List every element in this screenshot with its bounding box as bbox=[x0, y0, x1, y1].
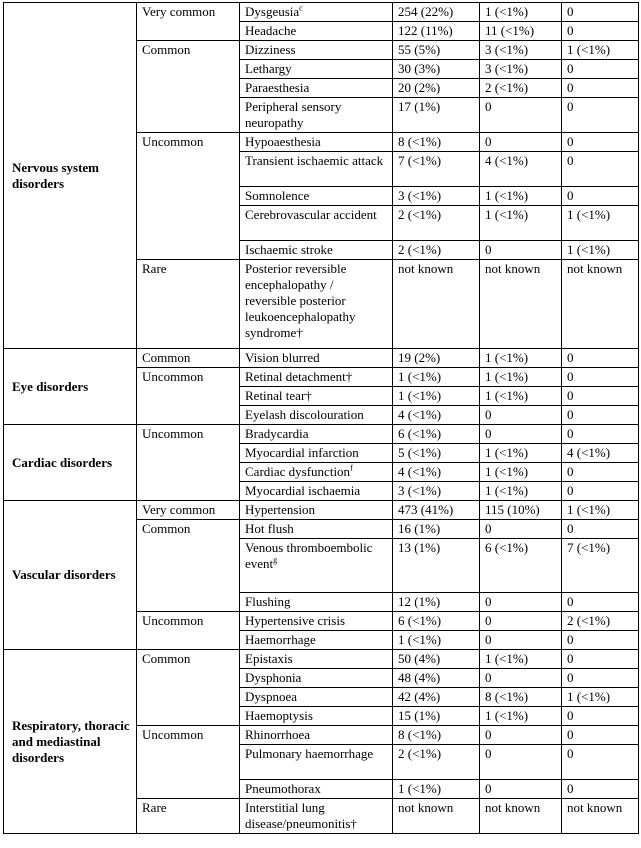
grade-4-cell: 0 bbox=[562, 593, 639, 612]
table-row bbox=[4, 501, 639, 520]
grade-3-cell: 6 (<1%) bbox=[480, 539, 562, 593]
all-grades-cell: 30 (3%) bbox=[393, 60, 480, 79]
all-grades-cell: 8 (<1%) bbox=[393, 133, 480, 152]
term-text: Hot flush bbox=[245, 521, 294, 536]
system-organ-class: Eye disorders bbox=[4, 349, 137, 425]
adverse-reaction-term bbox=[240, 745, 393, 780]
grade-4-cell: 0 bbox=[562, 726, 639, 745]
grade-4-cell: 0 bbox=[562, 79, 639, 98]
footnote-marker: g bbox=[273, 555, 278, 565]
grade-3-cell: 0 bbox=[480, 593, 562, 612]
grade-3-cell: 1 (<1%) bbox=[480, 349, 562, 368]
adverse-reaction-term bbox=[240, 387, 393, 406]
adverse-reaction-term bbox=[240, 539, 393, 593]
grade-4-cell: 0 bbox=[562, 780, 639, 799]
grade-4-cell: 0 bbox=[562, 707, 639, 726]
grade-4-cell: 1 (<1%) bbox=[562, 41, 639, 60]
all-grades-cell: 2 (<1%) bbox=[393, 206, 480, 241]
all-grades-cell: 13 (1%) bbox=[393, 539, 480, 593]
system-organ-class: Vascular disorders bbox=[4, 501, 137, 650]
term-text: Haemorrhage bbox=[245, 632, 316, 647]
term-text: Interstitial lung disease/pneumonitis† bbox=[245, 800, 357, 831]
grade-4-cell: 0 bbox=[562, 368, 639, 387]
adverse-reaction-term bbox=[240, 799, 393, 834]
grade-4-cell: 0 bbox=[562, 387, 639, 406]
adverse-reaction-term bbox=[240, 593, 393, 612]
grade-3-cell: 1 (<1%) bbox=[480, 368, 562, 387]
frequency-cell: Common bbox=[137, 650, 240, 726]
all-grades-cell: 473 (41%) bbox=[393, 501, 480, 520]
all-grades-cell: 4 (<1%) bbox=[393, 463, 480, 482]
grade-3-cell: 4 (<1%) bbox=[480, 152, 562, 187]
frequency-cell: Common bbox=[137, 520, 240, 612]
grade-3-cell: 1 (<1%) bbox=[480, 482, 562, 501]
frequency-cell: Very common bbox=[137, 501, 240, 520]
grade-3-cell: 0 bbox=[480, 241, 562, 260]
all-grades-cell: 3 (<1%) bbox=[393, 482, 480, 501]
frequency-cell: Uncommon bbox=[137, 726, 240, 799]
term-text: Venous thromboembolic event bbox=[245, 540, 373, 571]
term-text: Dysgeusia bbox=[245, 4, 300, 19]
term-text: Vision blurred bbox=[245, 350, 320, 365]
term-text: Headache bbox=[245, 23, 297, 38]
grade-3-cell: 2 (<1%) bbox=[480, 79, 562, 98]
grade-3-cell: 0 bbox=[480, 520, 562, 539]
grade-4-cell: 7 (<1%) bbox=[562, 539, 639, 593]
all-grades-cell: 2 (<1%) bbox=[393, 745, 480, 780]
grade-4-cell: 1 (<1%) bbox=[562, 501, 639, 520]
grade-3-cell: 3 (<1%) bbox=[480, 41, 562, 60]
adverse-reaction-term bbox=[240, 206, 393, 241]
all-grades-cell: 6 (<1%) bbox=[393, 425, 480, 444]
grade-4-cell: 0 bbox=[562, 3, 639, 22]
frequency-cell: Rare bbox=[137, 260, 240, 349]
grade-4-cell: 0 bbox=[562, 22, 639, 41]
adverse-reaction-term bbox=[240, 726, 393, 745]
term-text: Dyspnoea bbox=[245, 689, 297, 704]
adverse-reaction-term bbox=[240, 79, 393, 98]
term-text: Pulmonary haemorrhage bbox=[245, 746, 374, 761]
adverse-reaction-term bbox=[240, 152, 393, 187]
grade-4-cell: 2 (<1%) bbox=[562, 612, 639, 631]
all-grades-cell: 3 (<1%) bbox=[393, 187, 480, 206]
all-grades-cell: 5 (<1%) bbox=[393, 444, 480, 463]
adverse-reaction-term bbox=[240, 41, 393, 60]
adverse-reaction-term bbox=[240, 501, 393, 520]
adverse-reaction-term bbox=[240, 482, 393, 501]
all-grades-cell: 8 (<1%) bbox=[393, 726, 480, 745]
all-grades-cell: not known bbox=[393, 799, 480, 834]
all-grades-cell: not known bbox=[393, 260, 480, 349]
grade-3-cell: 0 bbox=[480, 669, 562, 688]
grade-4-cell: 4 (<1%) bbox=[562, 444, 639, 463]
all-grades-cell: 50 (4%) bbox=[393, 650, 480, 669]
term-text: Transient ischaemic attack bbox=[245, 153, 384, 168]
grade-4-cell: 0 bbox=[562, 631, 639, 650]
grade-4-cell: 0 bbox=[562, 482, 639, 501]
grade-3-cell: 1 (<1%) bbox=[480, 206, 562, 241]
grade-4-cell: 0 bbox=[562, 406, 639, 425]
term-text: Hypertension bbox=[245, 502, 316, 517]
grade-3-cell: not known bbox=[480, 799, 562, 834]
grade-3-cell: 1 (<1%) bbox=[480, 3, 562, 22]
adverse-reaction-term bbox=[240, 425, 393, 444]
term-text: Dizziness bbox=[245, 42, 296, 57]
all-grades-cell: 42 (4%) bbox=[393, 688, 480, 707]
adverse-reaction-term bbox=[240, 669, 393, 688]
term-text: Retinal tear† bbox=[245, 388, 312, 403]
grade-3-cell: 1 (<1%) bbox=[480, 387, 562, 406]
term-text: Lethargy bbox=[245, 61, 292, 76]
all-grades-cell: 7 (<1%) bbox=[393, 152, 480, 187]
frequency-cell: Common bbox=[137, 41, 240, 133]
adverse-reaction-term bbox=[240, 707, 393, 726]
grade-4-cell: 0 bbox=[562, 425, 639, 444]
adverse-reaction-term bbox=[240, 612, 393, 631]
frequency-cell: Rare bbox=[137, 799, 240, 834]
table-row bbox=[4, 425, 639, 444]
grade-4-cell: 0 bbox=[562, 152, 639, 187]
term-text: Posterior reversible encephalopathy / reversible posterior leukoencephalopathy syndrome† bbox=[245, 261, 356, 340]
grade-4-cell: 0 bbox=[562, 650, 639, 669]
table-row bbox=[4, 3, 639, 22]
all-grades-cell: 1 (<1%) bbox=[393, 387, 480, 406]
all-grades-cell: 12 (1%) bbox=[393, 593, 480, 612]
frequency-cell: Uncommon bbox=[137, 425, 240, 501]
all-grades-cell: 15 (1%) bbox=[393, 707, 480, 726]
all-grades-cell: 20 (2%) bbox=[393, 79, 480, 98]
adverse-reaction-term bbox=[240, 241, 393, 260]
term-text: Epistaxis bbox=[245, 651, 293, 666]
adverse-reaction-term bbox=[240, 631, 393, 650]
grade-4-cell: 0 bbox=[562, 98, 639, 133]
adverse-reaction-term bbox=[240, 650, 393, 669]
all-grades-cell: 4 (<1%) bbox=[393, 406, 480, 425]
grade-4-cell: 0 bbox=[562, 133, 639, 152]
grade-4-cell: not known bbox=[562, 799, 639, 834]
adverse-reaction-term bbox=[240, 520, 393, 539]
adverse-reaction-term bbox=[240, 22, 393, 41]
term-text: Eyelash discolouration bbox=[245, 407, 364, 422]
grade-3-cell: 1 (<1%) bbox=[480, 463, 562, 482]
adverse-reaction-term bbox=[240, 98, 393, 133]
adverse-reaction-term bbox=[240, 260, 393, 349]
grade-4-cell: 0 bbox=[562, 60, 639, 79]
adverse-reaction-term bbox=[240, 349, 393, 368]
all-grades-cell: 122 (11%) bbox=[393, 22, 480, 41]
term-text: Paraesthesia bbox=[245, 80, 310, 95]
all-grades-cell: 19 (2%) bbox=[393, 349, 480, 368]
grade-3-cell: 3 (<1%) bbox=[480, 60, 562, 79]
all-grades-cell: 2 (<1%) bbox=[393, 241, 480, 260]
grade-4-cell: 0 bbox=[562, 187, 639, 206]
term-text: Haemoptysis bbox=[245, 708, 313, 723]
grade-3-cell: 1 (<1%) bbox=[480, 707, 562, 726]
adverse-reaction-term bbox=[240, 780, 393, 799]
all-grades-cell: 48 (4%) bbox=[393, 669, 480, 688]
grade-3-cell: 1 (<1%) bbox=[480, 187, 562, 206]
frequency-cell: Uncommon bbox=[137, 133, 240, 260]
adverse-reaction-term bbox=[240, 368, 393, 387]
term-text: Bradycardia bbox=[245, 426, 309, 441]
term-text: Hypoaesthesia bbox=[245, 134, 321, 149]
grade-3-cell: 0 bbox=[480, 133, 562, 152]
grade-3-cell: 0 bbox=[480, 631, 562, 650]
adverse-reaction-term bbox=[240, 3, 393, 22]
grade-3-cell: 0 bbox=[480, 425, 562, 444]
grade-3-cell: 0 bbox=[480, 726, 562, 745]
term-text: Ischaemic stroke bbox=[245, 242, 333, 257]
grade-4-cell: 0 bbox=[562, 349, 639, 368]
adverse-reaction-term bbox=[240, 60, 393, 79]
all-grades-cell: 6 (<1%) bbox=[393, 612, 480, 631]
term-text: Hypertensive crisis bbox=[245, 613, 346, 628]
term-text: Myocardial infarction bbox=[245, 445, 359, 460]
all-grades-cell: 1 (<1%) bbox=[393, 368, 480, 387]
system-organ-class: Cardiac disorders bbox=[4, 425, 137, 501]
all-grades-cell: 17 (1%) bbox=[393, 98, 480, 133]
all-grades-cell: 254 (22%) bbox=[393, 3, 480, 22]
term-text: Myocardial ischaemia bbox=[245, 483, 361, 498]
adverse-reactions-table bbox=[3, 2, 639, 834]
grade-3-cell: 0 bbox=[480, 780, 562, 799]
grade-3-cell: 0 bbox=[480, 406, 562, 425]
table-row bbox=[4, 349, 639, 368]
grade-3-cell: 115 (10%) bbox=[480, 501, 562, 520]
grade-3-cell: 0 bbox=[480, 745, 562, 780]
grade-4-cell: 0 bbox=[562, 669, 639, 688]
all-grades-cell: 1 (<1%) bbox=[393, 631, 480, 650]
grade-3-cell: 1 (<1%) bbox=[480, 650, 562, 669]
grade-4-cell: 1 (<1%) bbox=[562, 688, 639, 707]
grade-4-cell: 1 (<1%) bbox=[562, 206, 639, 241]
frequency-cell: Uncommon bbox=[137, 612, 240, 650]
term-text: Somnolence bbox=[245, 188, 310, 203]
adverse-reaction-term bbox=[240, 133, 393, 152]
term-text: Cerebrovascular accident bbox=[245, 207, 377, 222]
system-organ-class: Respiratory, thoracic and mediastinal disorders bbox=[4, 650, 137, 834]
grade-3-cell: 8 (<1%) bbox=[480, 688, 562, 707]
table-body bbox=[4, 3, 639, 834]
adverse-reaction-term bbox=[240, 463, 393, 482]
grade-3-cell: 1 (<1%) bbox=[480, 444, 562, 463]
frequency-cell: Very common bbox=[137, 3, 240, 41]
adverse-reaction-term bbox=[240, 688, 393, 707]
term-text: Peripheral sensory neuropathy bbox=[245, 99, 342, 130]
adverse-reaction-term bbox=[240, 444, 393, 463]
all-grades-cell: 55 (5%) bbox=[393, 41, 480, 60]
footnote-marker: c bbox=[299, 3, 303, 13]
grade-3-cell: not known bbox=[480, 260, 562, 349]
grade-3-cell: 11 (<1%) bbox=[480, 22, 562, 41]
grade-4-cell: 0 bbox=[562, 745, 639, 780]
all-grades-cell: 16 (1%) bbox=[393, 520, 480, 539]
all-grades-cell: 1 (<1%) bbox=[393, 780, 480, 799]
table-row bbox=[4, 650, 639, 669]
term-text: Pneumothorax bbox=[245, 781, 321, 796]
term-text: Cardiac dysfunction bbox=[245, 464, 351, 479]
frequency-cell: Uncommon bbox=[137, 368, 240, 425]
adverse-reaction-term bbox=[240, 406, 393, 425]
grade-4-cell: 0 bbox=[562, 520, 639, 539]
grade-4-cell: 0 bbox=[562, 463, 639, 482]
footnote-marker: f bbox=[350, 463, 353, 473]
grade-4-cell: not known bbox=[562, 260, 639, 349]
grade-3-cell: 0 bbox=[480, 98, 562, 133]
term-text: Rhinorrhoea bbox=[245, 727, 310, 742]
grade-3-cell: 0 bbox=[480, 612, 562, 631]
frequency-cell: Common bbox=[137, 349, 240, 368]
grade-4-cell: 1 (<1%) bbox=[562, 241, 639, 260]
adverse-reaction-term bbox=[240, 187, 393, 206]
term-text: Dysphonia bbox=[245, 670, 302, 685]
system-organ-class: Nervous system disorders bbox=[4, 3, 137, 349]
term-text: Retinal detachment† bbox=[245, 369, 353, 384]
term-text: Flushing bbox=[245, 594, 291, 609]
